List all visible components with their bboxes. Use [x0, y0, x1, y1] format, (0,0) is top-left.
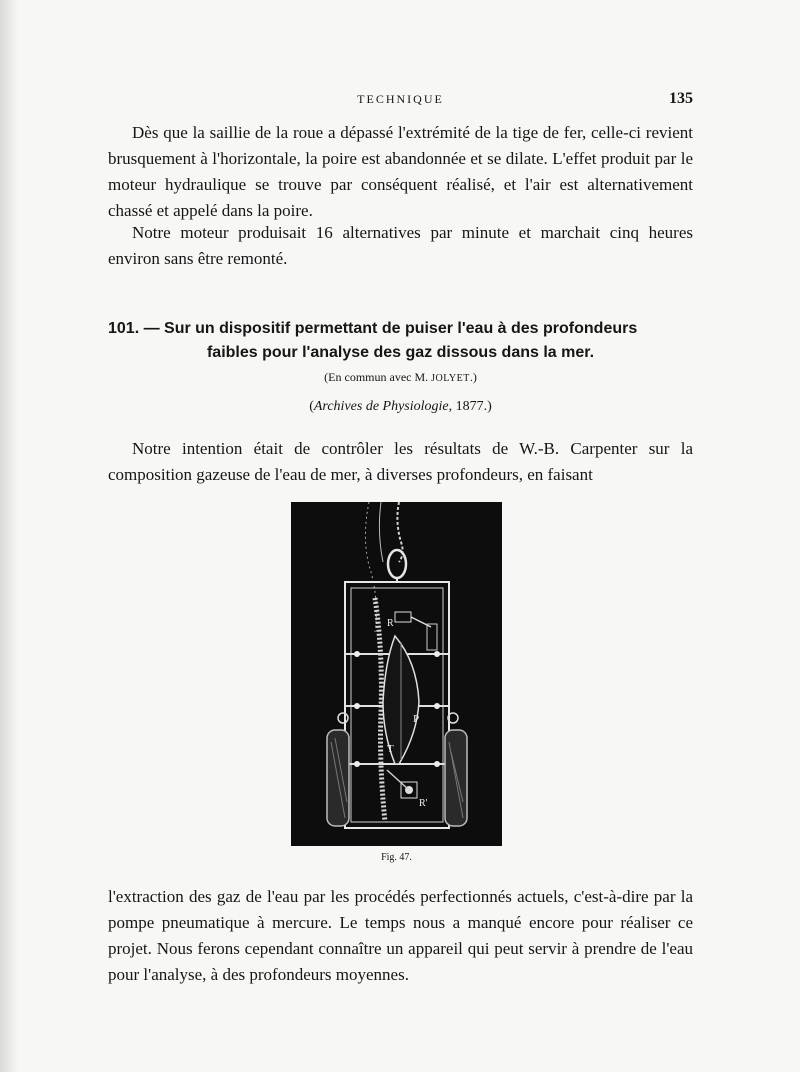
figure-47-engraving: [291, 502, 502, 846]
section-heading-line-1: 101. — Sur un dispositif permettant de puiser l'eau à des profondeurs: [108, 320, 638, 337]
figure-label-r: R: [387, 618, 394, 629]
running-head: [108, 90, 693, 110]
paragraph-3: Notre intention était de contrôler les résultats de W.-B. Carpenter sur la composition gazeuse de l'eau de mer, à diverses profondeurs, en faisant: [108, 439, 693, 484]
figure-caption: Fig. 47.: [381, 852, 412, 863]
page-number: 135: [669, 90, 693, 107]
running-title: TECHNIQUE: [357, 92, 444, 106]
figure-label-p: P: [413, 713, 420, 725]
section-heading: [108, 317, 693, 365]
paragraph-4: l'extraction des gaz de l'eau par les procédés perfectionnés actuels, c'est-à-dire par la pompe pneumatique à mercure. Le temps nous a manqué encore pour réaliser ce projet. Nous ferons cependant connaître un appareil qui peut servir à prendre de l'eau pour l'analyse, à des profondeurs moyennes.: [108, 887, 693, 984]
paragraph-1: Dès que la saillie de la roue a dépassé l'extrémité de la tige de fer, celle-ci revient brusquement à l'horizontale, la poire est abandonnée et se dilate. L'effet produit par le moteur hydraulique se trouve par conséquent réalisé, et l'air est alternativement chassé et appelé dans la poire.: [108, 123, 693, 220]
figure-label-r-prime: R': [419, 798, 428, 809]
apparatus-illustration: [291, 502, 502, 846]
page-edge-shadow: [0, 0, 18, 1072]
section-heading-line-2: faibles pour l'analyse des gaz dissous dans la mer.: [206, 344, 595, 361]
byline-prefix: (En commun avec M.: [324, 370, 432, 384]
byline: [108, 370, 693, 385]
source-year: , 1877.: [448, 399, 488, 414]
figure-label-t: T: [387, 743, 394, 755]
paragraph-2: Notre moteur produisait 16 alternatives par minute et marchait cinq heures environ sans être remonté.: [108, 223, 693, 268]
byline-name: JOLYET: [431, 373, 470, 384]
source-journal: Archives de Physiologie: [313, 399, 449, 414]
byline-suffix: .): [469, 370, 477, 384]
source-citation: (Archives de Physiologie, 1877.): [309, 399, 492, 414]
